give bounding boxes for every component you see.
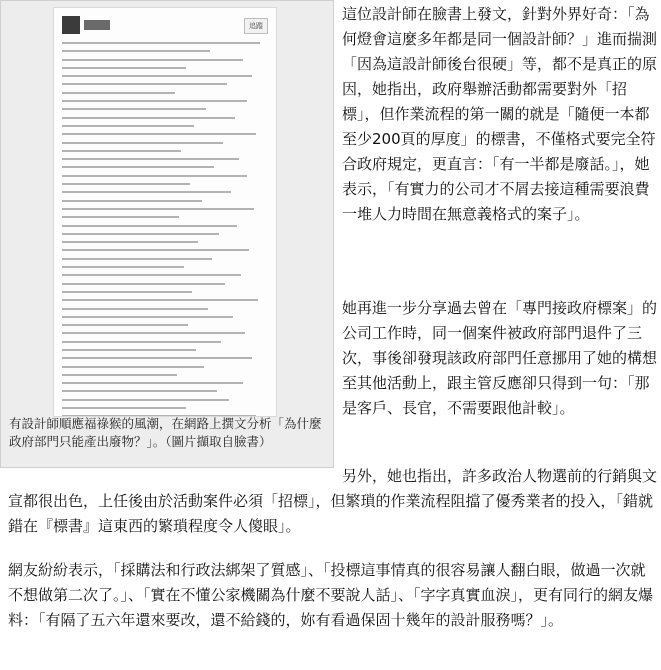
text-line — [62, 208, 254, 210]
text-line — [62, 299, 258, 301]
text-line — [62, 324, 188, 326]
figure-caption: 有設計師順應福祿猴的風潮，在網路上撰文分析「為什麼政府部門只能產出廢物？」。（圖片擷取自臉書） — [9, 416, 322, 449]
text-line — [62, 399, 229, 401]
text-line — [62, 357, 252, 359]
text-line — [62, 316, 233, 318]
text-line — [62, 42, 260, 44]
avatar — [62, 16, 80, 34]
text-line — [62, 117, 235, 119]
text-line — [62, 75, 252, 77]
poster-name-blurred — [84, 20, 110, 30]
text-line — [62, 266, 184, 268]
text-line — [62, 241, 198, 243]
text-line — [62, 133, 256, 135]
post-header — [62, 16, 268, 36]
post-text-lines — [62, 42, 268, 417]
text-line — [62, 92, 175, 94]
text-line — [62, 125, 194, 127]
paragraph-3: 另外，她也指出，許多政治人物選前的行銷與文宣都很出色，上任後由於活動案件必須「招標」，但繁瑣的作業流程阻擋了優秀業者的投入，「錯就錯在『標書』這東西的繁瑣程度令人傻眼」。 — [8, 467, 658, 535]
text-line — [62, 108, 206, 110]
paragraph-1: 這位設計師在臉書上發文，針對外界好奇：「為何燈會這麼多年都是同一個設計師？」進而揣測「因為這設計師後台很硬」等，都不是真正的原因，她指出，政府舉辦活動都需要對外「招標」，但作業流程的第一關的就是「隨便一本都至少200頁的厚度」的標書，不僅格式要完全符合政府規定，更直言：「有一半都是廢話。」，她表示，「有實力的公司才不屑去接這種需要浪費一堆人力時間在無意義格式的案子」。 — [342, 5, 658, 223]
text-line — [62, 258, 212, 260]
text-line — [62, 166, 214, 168]
text-line — [62, 183, 190, 185]
text-line — [62, 349, 196, 351]
text-line — [62, 274, 241, 276]
text-line — [62, 382, 243, 384]
text-line — [62, 308, 208, 310]
facebook-post-screenshot — [53, 7, 277, 417]
text-line — [62, 191, 231, 193]
article-figure — [0, 0, 334, 468]
text-line — [62, 233, 219, 235]
paragraph-2: 她再進一步分享過去曾在「專門接政府標案」的公司工作時，同一個案件被政府部門退件了三次，事後卻發現該政府部門任意挪用了她的構想至其他活動上，跟主管反應卻只得到一句：「那是客戶、長官，不需要跟他計較」。 — [342, 299, 658, 417]
text-line — [62, 332, 245, 334]
text-line — [62, 100, 247, 102]
text-line — [62, 200, 202, 202]
text-line — [62, 83, 227, 85]
text-line — [62, 283, 225, 285]
text-line — [62, 142, 223, 144]
text-line — [62, 407, 186, 409]
text-line — [62, 225, 237, 227]
text-line — [62, 249, 249, 251]
text-line — [62, 175, 247, 177]
text-line — [62, 341, 221, 343]
follow-button: 追蹤 — [244, 18, 268, 34]
text-line — [62, 158, 239, 160]
text-line — [62, 366, 204, 368]
text-line — [62, 50, 210, 52]
text-line — [62, 67, 186, 69]
text-line — [62, 374, 177, 376]
text-line — [62, 59, 243, 61]
text-line — [62, 216, 179, 218]
text-line — [62, 150, 181, 152]
text-line — [62, 291, 192, 293]
text-line — [62, 390, 217, 392]
paragraph-4: 網友紛紛表示，「採購法和行政法綁架了質感」、「投標這事情真的很容易讓人翻白眼，做過一次就不想做第二次了。」、「實在不懂公家機關為什麼不要說人話」、「字字真實血淚」，更有同行的網友爆料：「有隔了五六年還來要改，還不給錢的，妳有看過保固十幾年的設計服務嗎？」。 — [8, 561, 654, 629]
